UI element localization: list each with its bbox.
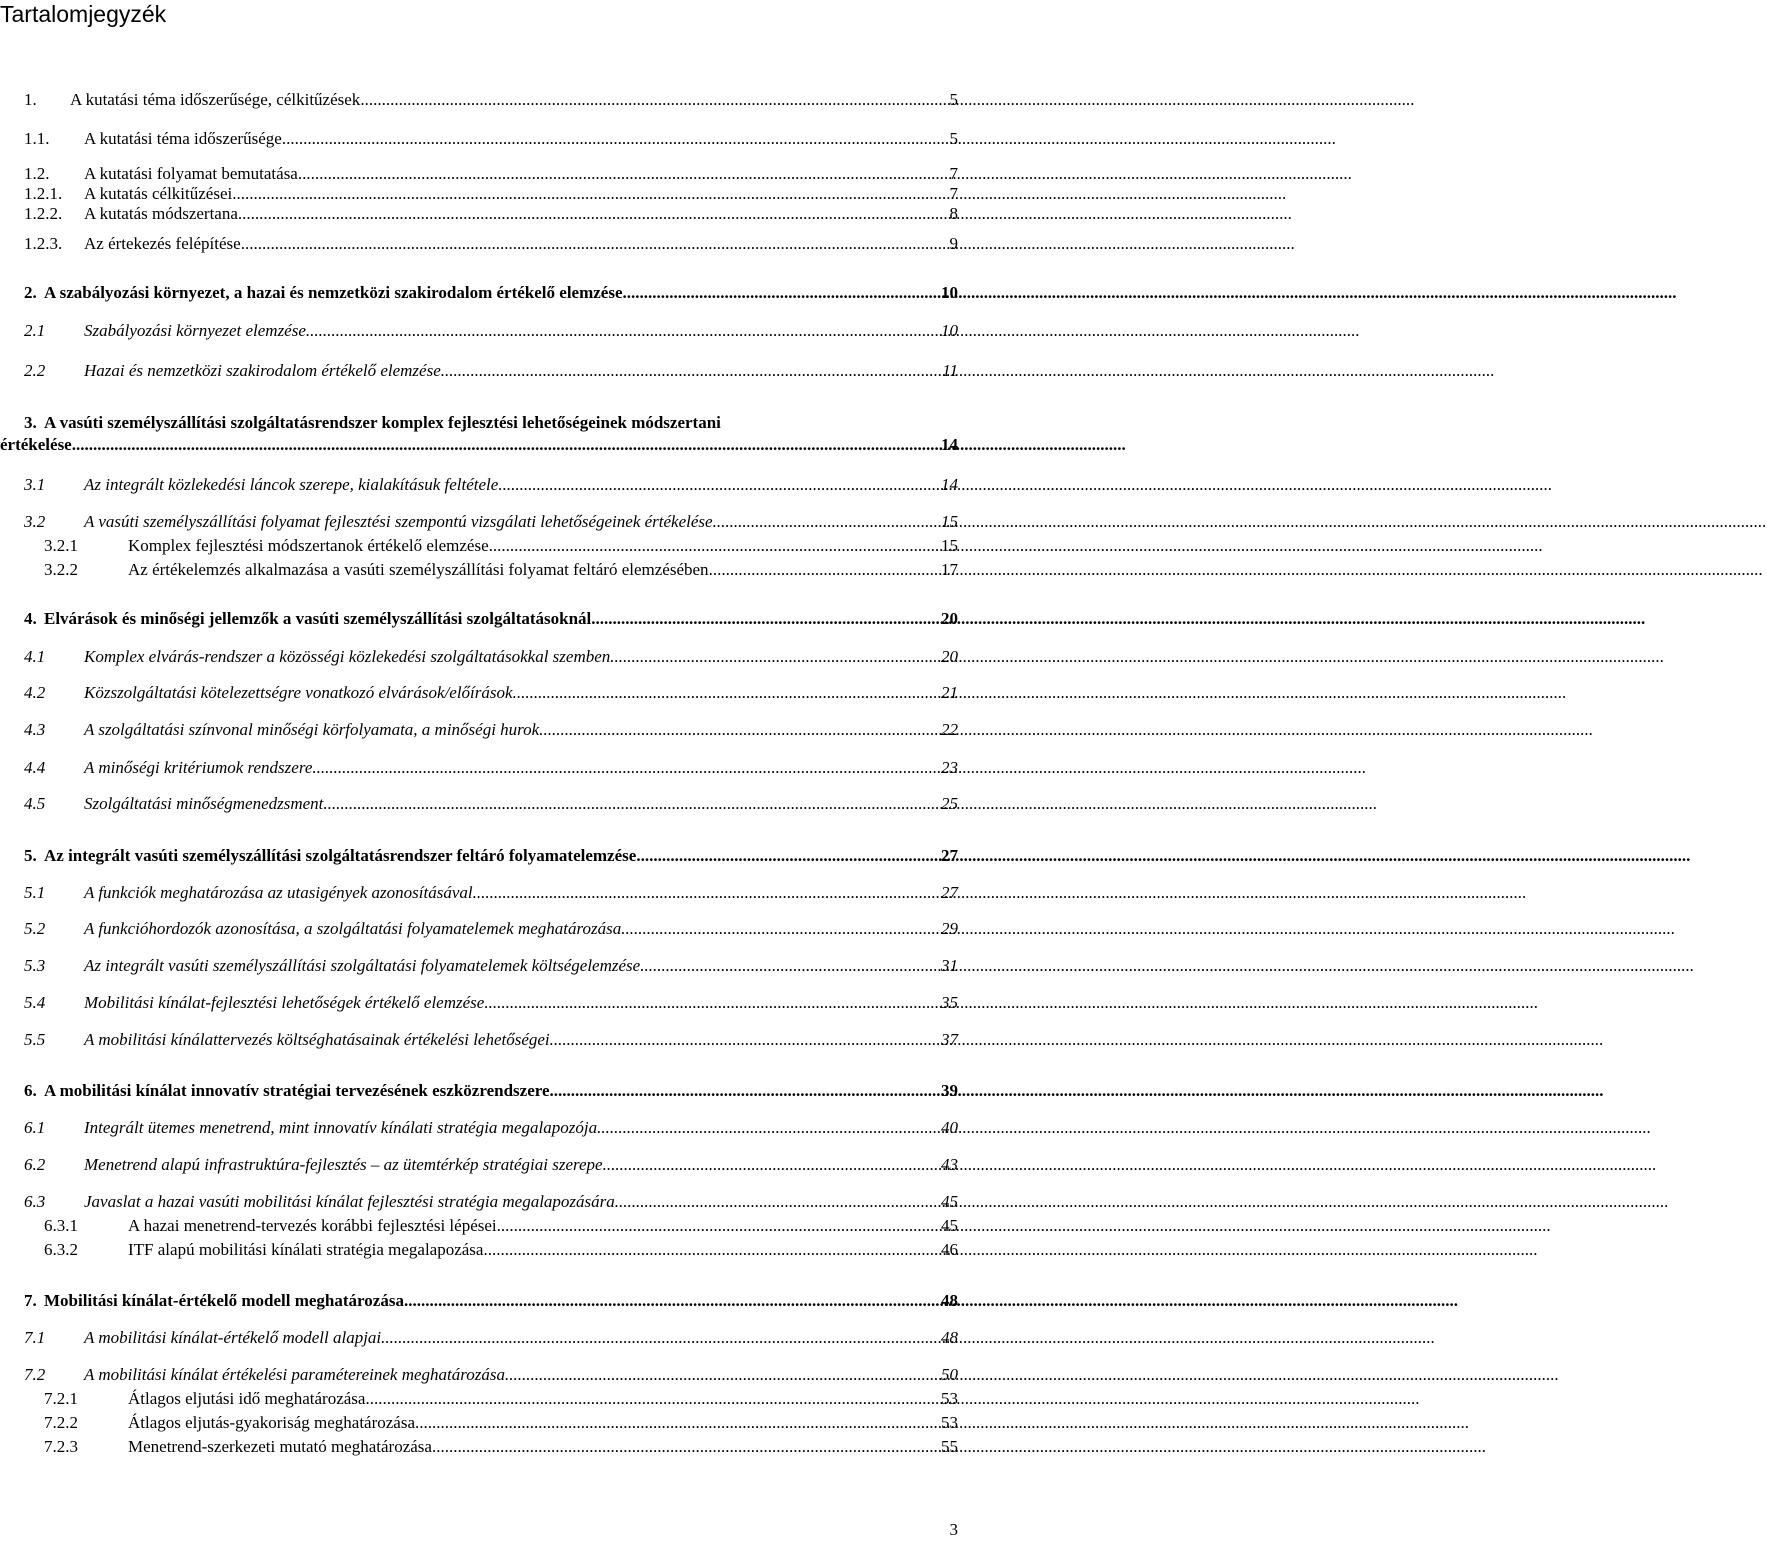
toc-entry-page: 17 <box>941 560 958 579</box>
page-number: 3 <box>949 1520 958 1539</box>
toc-entry-number: 6.3.2 <box>44 1240 78 1259</box>
toc-entry-title: Hazai és nemzetközi szakirodalom értékelő elemzése <box>84 361 441 380</box>
toc-entry-page: 35 <box>941 993 958 1012</box>
toc-entry-title: Mobilitási kínálat-értékelő modell meghatározása <box>44 1291 404 1310</box>
toc-entry[interactable] <box>0 560 960 580</box>
toc-entry-title: A kutatás célkitűzései <box>84 184 233 203</box>
toc-entry[interactable] <box>0 1216 960 1236</box>
toc-entry-title: Mobilitási kínálat-fejlesztési lehetőségek értékelő elemzése <box>84 993 485 1012</box>
dot-leader <box>312 758 939 778</box>
toc-entry-title: Szolgáltatási minőségmenedzsment <box>84 794 324 813</box>
toc-entry-title: Az integrált vasúti személyszállítási szolgáltatásrendszer feltáró folyamatelemzése <box>44 846 637 865</box>
toc-entry[interactable] <box>0 883 960 903</box>
toc-entry-title: A vasúti személyszállítási folyamat fejlesztési szempontú vizsgálati lehetőségeinek értékelése <box>84 512 713 531</box>
toc-entry-title: Az integrált vasúti személyszállítási szolgáltatási folyamatelemek költségelemzése <box>84 956 641 975</box>
toc-entry-number: 1.2.3. <box>24 234 63 253</box>
dot-leader <box>306 321 939 341</box>
dot-leader <box>513 683 939 703</box>
toc-entry-page: 7 <box>949 164 958 183</box>
toc-entry-title: A kutatási téma időszerűsége <box>84 129 282 148</box>
toc-entry[interactable] <box>0 758 960 778</box>
toc-entry-number: 6.2 <box>24 1155 46 1174</box>
toc-entry[interactable] <box>0 536 960 556</box>
toc-entry-number: 4.1 <box>24 647 46 666</box>
toc-entry-number: 2.1 <box>24 321 46 340</box>
toc-entry-number: 2.2 <box>24 361 46 380</box>
toc-entry-page: 55 <box>941 1437 958 1456</box>
toc-entry[interactable] <box>0 321 960 341</box>
toc-entry-title: A funkciók meghatározása az utasigények azonosításával <box>84 883 473 902</box>
toc-entry-number: 6. <box>24 1081 37 1100</box>
toc-entry-title: Az értekezés felépítése <box>84 234 241 253</box>
toc-entry-page: 40 <box>941 1118 958 1137</box>
toc-entry-title: A vasúti személyszállítási szolgáltatásrendszer komplex fejlesztési lehetőségeinek módszertani <box>44 413 721 432</box>
toc-entry-page: 20 <box>941 609 958 628</box>
dot-leader <box>539 720 939 740</box>
toc-entry-number: 1. <box>24 90 37 109</box>
toc-entry-number: 4.2 <box>24 683 46 702</box>
dot-leader <box>360 90 947 110</box>
toc-entry-number: 1.1. <box>24 129 50 148</box>
dot-leader <box>298 164 948 184</box>
toc-entry[interactable] <box>0 1389 960 1409</box>
toc-entry[interactable] <box>0 1030 960 1050</box>
toc-entry-title: Menetrend-szerkezeti mutató meghatározása <box>128 1437 432 1456</box>
dot-leader <box>404 1291 939 1311</box>
toc-entry[interactable] <box>0 1437 960 1457</box>
dot-leader <box>610 647 939 667</box>
toc-entry-page: 22 <box>941 720 958 739</box>
toc-entry[interactable] <box>0 1240 960 1260</box>
dot-leader <box>432 1437 939 1457</box>
toc-entry-number: 7.2.1 <box>44 1389 78 1408</box>
toc-entry-page: 5 <box>949 129 958 148</box>
toc-entry-title: Elvárások és minőségi jellemzők a vasúti személyszállítási szolgáltatásoknál <box>44 609 592 628</box>
toc-entry-title: A szolgáltatási színvonal minőségi körfolyamata, a minőségi hurok <box>84 720 540 739</box>
dot-leader <box>636 846 939 866</box>
toc-entry-page: 37 <box>941 1030 958 1049</box>
toc-entry-title: Közszolgáltatási kötelezettségre vonatkozó elvárások/előírások <box>84 683 513 702</box>
toc-entry[interactable] <box>0 647 960 667</box>
toc-entry-page: 21 <box>941 683 958 702</box>
toc-entry-title: Komplex fejlesztési módszertanok értékelő elemzése <box>128 536 489 555</box>
toc-entry-title: Átlagos eljutási idő meghatározása <box>128 1389 366 1408</box>
toc-entry[interactable] <box>0 794 960 814</box>
toc-entry-title: Javaslat a hazai vasúti mobilitási kínálat fejlesztési stratégia megalapozására <box>84 1192 615 1211</box>
toc-entry-title: A kutatási téma időszerűsége, célkitűzések <box>70 90 361 109</box>
toc-entry[interactable] <box>0 184 960 204</box>
toc-entry-number: 7.1 <box>24 1328 46 1347</box>
dot-leader <box>238 204 948 224</box>
toc-entry-number: 3. <box>24 413 37 432</box>
toc-entry-number: 1.2. <box>24 164 50 183</box>
toc-entry-number: 6.3 <box>24 1192 46 1211</box>
toc-entry-page: 10 <box>941 283 958 302</box>
toc-entry-title: Szabályozási környezet elemzése <box>84 321 306 340</box>
toc-entry-number: 3.2.2 <box>44 560 78 579</box>
toc-entry-number: 6.3.1 <box>44 1216 78 1235</box>
dot-leader <box>241 234 948 254</box>
dot-leader <box>623 283 940 303</box>
toc-entry-number: 6.1 <box>24 1118 46 1137</box>
toc-entry-title: A mobilitási kínálat értékelési paramétereinek meghatározása <box>84 1365 505 1384</box>
toc-entry-title: Integrált ütemes menetrend, mint innovatív kínálati stratégia megalapozója <box>84 1118 598 1137</box>
toc-entry-number: 5.2 <box>24 919 46 938</box>
toc-entry-number: 4.4 <box>24 758 46 777</box>
dot-leader <box>473 883 939 903</box>
toc-entry-number: 4.5 <box>24 794 46 813</box>
toc-entry[interactable] <box>0 234 960 254</box>
dot-leader <box>621 919 939 939</box>
toc-entry[interactable] <box>0 1291 960 1311</box>
toc-entry-number: 3.2 <box>24 512 46 531</box>
toc-entry-page: 9 <box>949 234 958 253</box>
toc-entry-title: Az értékelemzés alkalmazása a vasúti személyszállítási folyamat feltáró elemzésében <box>128 560 709 579</box>
toc-entry-page: 39 <box>941 1081 958 1100</box>
toc-entry-number: 4.3 <box>24 720 46 739</box>
toc-entry-page: 8 <box>949 204 958 223</box>
toc-entry-page: 20 <box>941 647 958 666</box>
toc-entry-title: A minőségi kritériumok rendszere <box>84 758 313 777</box>
toc-entry[interactable] <box>0 609 960 629</box>
dot-leader <box>550 1081 939 1101</box>
toc-entry-title: Átlagos eljutás-gyakoriság meghatározása <box>128 1413 416 1432</box>
dot-leader <box>591 609 939 629</box>
toc-entry-number: 5.4 <box>24 993 46 1012</box>
toc-entry-page: 15 <box>941 512 958 531</box>
toc-entry[interactable] <box>0 1081 960 1101</box>
toc-entry-title: A szabályozási környezet, a hazai és nemzetközi szakirodalom értékelő elemzése <box>44 283 623 302</box>
toc-entry-page: 5 <box>949 90 958 109</box>
dot-leader <box>381 1328 939 1348</box>
toc-entry-title: értékelése <box>0 435 72 454</box>
toc-entry-title: A hazai menetrend-tervezés korábbi fejlesztési lépései <box>128 1216 497 1235</box>
toc-entry[interactable] <box>0 204 960 224</box>
toc-entry[interactable] <box>0 1365 960 1385</box>
dot-leader <box>282 129 948 149</box>
toc-entry-page: 43 <box>941 1155 958 1174</box>
toc-entry[interactable] <box>0 683 960 703</box>
toc-entry-page: 15 <box>941 536 958 555</box>
toc-entry-page: 23 <box>941 758 958 777</box>
toc-entry-page: 48 <box>941 1291 958 1310</box>
toc-entry-number: 2. <box>24 283 37 302</box>
toc-entry-number: 5.5 <box>24 1030 46 1049</box>
toc-entry-page: 7 <box>949 184 958 203</box>
dot-leader <box>597 1118 939 1138</box>
toc-entry[interactable] <box>0 956 960 976</box>
toc-entry[interactable] <box>0 1192 960 1212</box>
dot-leader <box>72 435 939 455</box>
toc-entry-page: 45 <box>941 1192 958 1211</box>
toc-entry-number: 4. <box>24 609 37 628</box>
toc-entry-page: 14 <box>941 475 958 494</box>
toc-entry-page: 14 <box>941 435 958 454</box>
dot-leader <box>505 1365 939 1385</box>
toc-entry-title: A kutatási folyamat bemutatása <box>84 164 298 183</box>
toc-entry[interactable] <box>0 846 960 866</box>
toc-entry-number: 7.2.2 <box>44 1413 78 1432</box>
dot-leader <box>615 1192 939 1212</box>
dot-leader <box>323 794 939 814</box>
toc-entry[interactable] <box>0 1118 960 1138</box>
toc-entry-page: 45 <box>941 1216 958 1235</box>
toc-entry[interactable] <box>0 413 960 455</box>
dot-leader <box>709 560 939 580</box>
toc-entry-title: Komplex elvárás-rendszer a közösségi közlekedési szolgáltatásokkal szemben <box>84 647 611 666</box>
dot-leader <box>498 475 939 495</box>
toc-entry-page: 46 <box>941 1240 958 1259</box>
toc-entry[interactable] <box>0 475 960 495</box>
toc-entry-page: 29 <box>941 919 958 938</box>
toc-entry-page: 25 <box>941 794 958 813</box>
toc-entry-title: Menetrend alapú infrastruktúra-fejlesztés – az ütemtérkép stratégiai szerepe <box>84 1155 603 1174</box>
toc-entry[interactable] <box>0 1328 960 1348</box>
toc-entry[interactable] <box>0 1155 960 1175</box>
toc-entry-title: A funkcióhordozók azonosítása, a szolgáltatási folyamatelemek meghatározása <box>84 919 622 938</box>
toc-entry-number: 3.1 <box>24 475 46 494</box>
toc-entry-number: 3.2.1 <box>44 536 78 555</box>
dot-leader <box>550 1030 939 1050</box>
toc-entry[interactable] <box>0 512 960 532</box>
toc-entry-page: 10 <box>941 321 958 340</box>
toc-entry-number: 1.2.2. <box>24 204 63 223</box>
toc-entry[interactable] <box>0 720 960 740</box>
toc-entry-title: A mobilitási kínálat-értékelő modell alapjai <box>84 1328 382 1347</box>
toc-entry-page: 50 <box>941 1365 958 1384</box>
toc-entry-title: ITF alapú mobilitási kínálati stratégia megalapozása <box>128 1240 484 1259</box>
dot-leader <box>441 361 940 381</box>
toc-entry-number: 7.2.3 <box>44 1437 78 1456</box>
toc-entry-title: A kutatás módszertana <box>84 204 238 223</box>
toc-entry-page: 11 <box>942 361 958 380</box>
toc-entry-page: 53 <box>941 1389 958 1408</box>
toc-entry-number: 7. <box>24 1291 37 1310</box>
toc-entry-page: 27 <box>941 846 958 865</box>
toc-entry[interactable] <box>0 129 960 149</box>
toc-entry[interactable] <box>0 283 960 303</box>
toc-entry[interactable] <box>0 90 960 110</box>
dot-leader <box>484 993 939 1013</box>
toc-entry-page: 31 <box>941 956 958 975</box>
dot-leader <box>232 184 947 204</box>
dot-leader <box>603 1155 939 1175</box>
toc-entry[interactable] <box>0 919 960 939</box>
toc-entry-page: 53 <box>941 1413 958 1432</box>
toc-entry-number: 5. <box>24 846 37 865</box>
toc-entry-number: 5.1 <box>24 883 46 902</box>
toc-entry-number: 7.2 <box>24 1365 46 1384</box>
page-title: Tartalomjegyzék <box>0 1 167 27</box>
dot-leader <box>497 1216 939 1236</box>
dot-leader <box>483 1240 939 1260</box>
toc-entry-title: A mobilitási kínálat innovatív stratégiai tervezésének eszközrendszere <box>44 1081 550 1100</box>
dot-leader <box>489 536 939 556</box>
toc-entry[interactable] <box>0 361 960 381</box>
toc-entry-title: Az integrált közlekedési láncok szerepe, kialakításuk feltétele <box>84 475 499 494</box>
toc-entry[interactable] <box>0 993 960 1013</box>
toc-entry-number: 1.2.1. <box>24 184 63 203</box>
dot-leader <box>713 512 939 532</box>
toc-entry-number: 5.3 <box>24 956 46 975</box>
toc-entry-page: 48 <box>941 1328 958 1347</box>
toc-entry[interactable] <box>0 164 960 184</box>
dot-leader <box>415 1413 939 1433</box>
toc-entry-title: A mobilitási kínálattervezés költséghatásainak értékelési lehetőségei <box>84 1030 550 1049</box>
dot-leader <box>640 956 939 976</box>
toc-entry[interactable] <box>0 1413 960 1433</box>
dot-leader <box>365 1389 939 1409</box>
toc-entry-page: 27 <box>941 883 958 902</box>
